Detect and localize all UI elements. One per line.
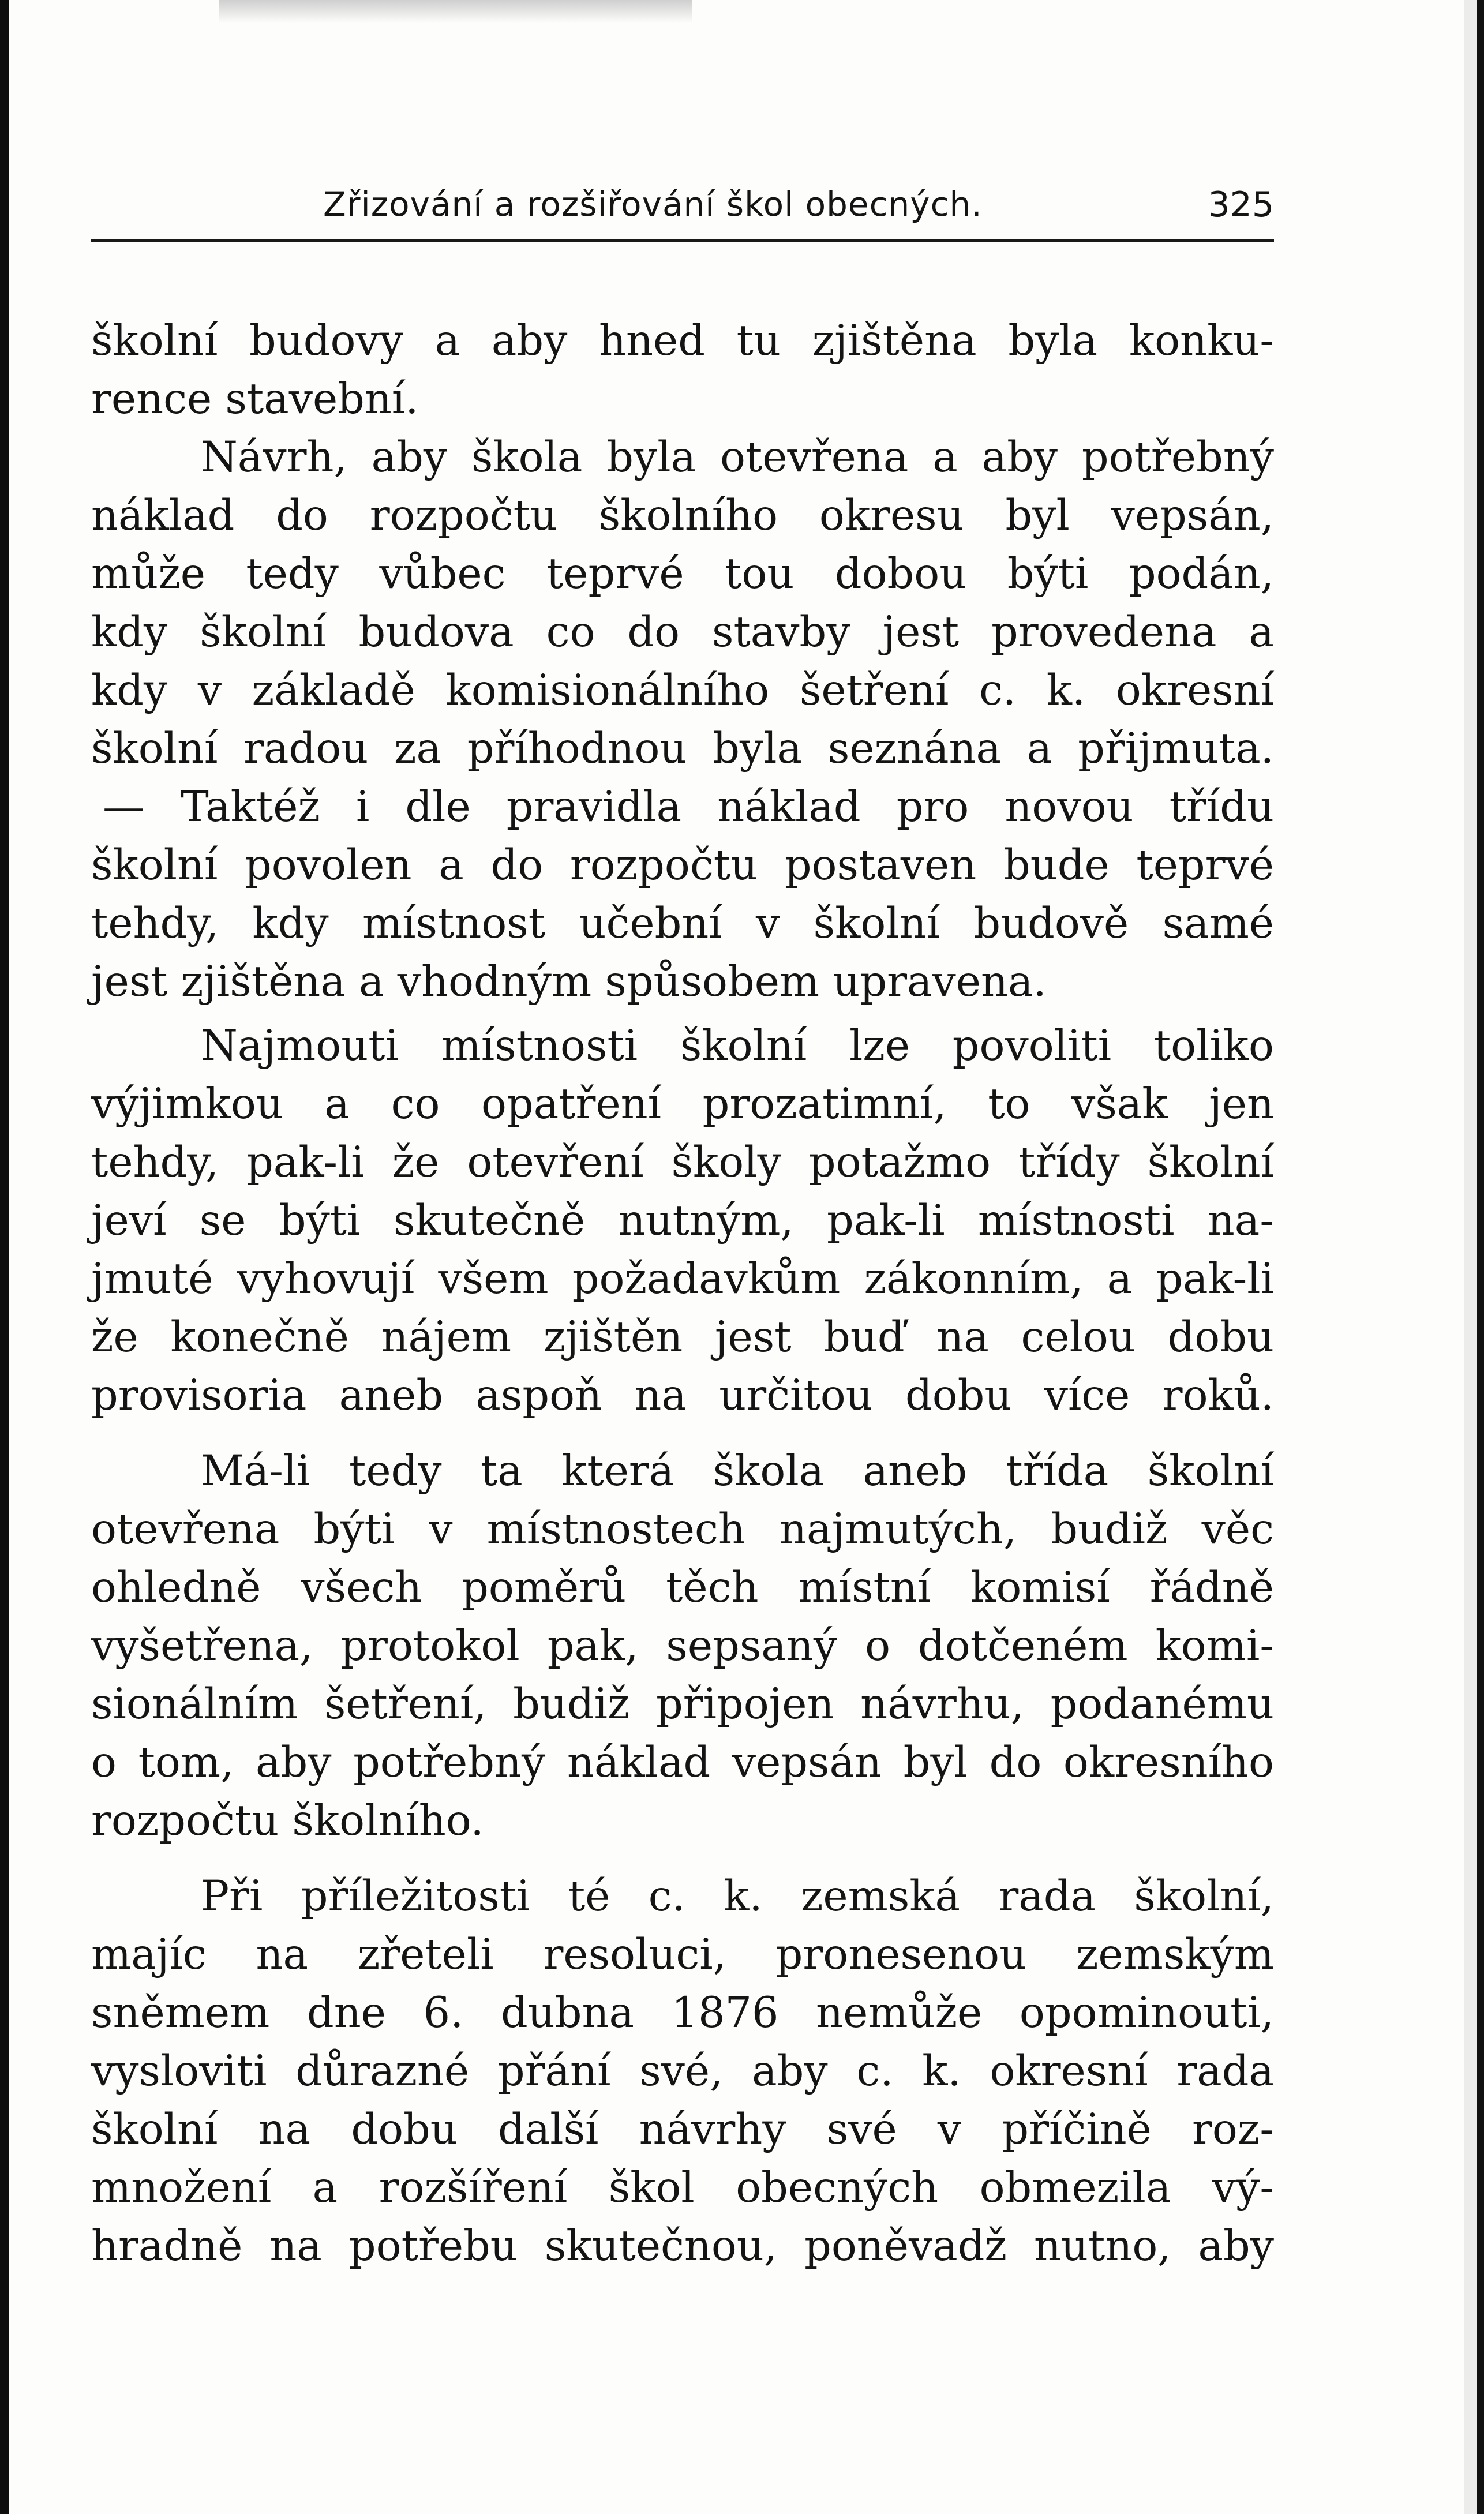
text-line: množení a rozšíření škol obecných obmezila vý- xyxy=(91,2163,1274,2212)
scan-top-smudge xyxy=(219,0,692,23)
text-line: ohledně všech poměrů těch místní komisí řádně xyxy=(91,1563,1274,1612)
text-line: vysloviti důrazné přání své, aby c. k. okresní rada xyxy=(91,2047,1274,2096)
text-line: jmuté vyhovují všem požadavkům zákonním, a pak-li xyxy=(91,1254,1274,1303)
text-line: sionálním šetření, budiž připojen návrhu, podanému xyxy=(91,1680,1274,1729)
paragraph-2 xyxy=(91,428,1274,1011)
text-line: Má-li tedy ta která škola aneb třída školní xyxy=(201,1447,1274,1496)
text-line: že konečně nájem zjištěn jest buď na celou dobu xyxy=(91,1313,1274,1362)
text-line: sněmem dne 6. dubna 1876 nemůže opominouti, xyxy=(91,1988,1274,2037)
text-line: může tedy vůbec teprvé tou dobou býti podán, xyxy=(91,549,1274,598)
text-line: hradně na potřebu skutečnou, poněvadž nutno, aby xyxy=(91,2221,1274,2271)
text-line: jeví se býti skutečně nutným, pak-li místnosti na- xyxy=(91,1196,1274,1245)
scan-right-edge xyxy=(1477,0,1484,2514)
text-line: rence stavební. xyxy=(91,374,419,424)
header-rule xyxy=(91,239,1274,242)
page-header xyxy=(91,173,1274,231)
text-line: školní povolen a do rozpočtu postaven bude teprvé xyxy=(91,841,1274,890)
text-line: Návrh, aby škola byla otevřena a aby potřebný xyxy=(201,433,1274,482)
page-body xyxy=(91,312,1274,2275)
paragraph-5 xyxy=(91,1867,1274,2275)
text-line: jest zjištěna a vhodným spůsobem upravena. xyxy=(91,957,1047,1006)
text-line: otevřena býti v místnostech najmutých, budiž věc xyxy=(91,1505,1274,1554)
scan-left-edge xyxy=(0,0,9,2514)
text-line: tehdy, pak-li že otevření školy potažmo třídy školní xyxy=(91,1138,1274,1187)
text-line: vyšetřena, protokol pak, sepsaný o dotčeném komi- xyxy=(91,1621,1274,1670)
text-line: kdy v základě komisionálního šetření c. k. okresní xyxy=(91,666,1274,715)
text-line: kdy školní budova co do stavby jest provedena a xyxy=(91,608,1274,657)
text-line: majíc na zřeteli resoluci, pronesenou zemským xyxy=(91,1930,1274,1979)
text-line: školní na dobu další návrhy své v příčině roz- xyxy=(91,2105,1274,2154)
text-line: školní radou za příhodnou byla seznána a přijmuta. xyxy=(91,724,1274,773)
text-line: — Taktéž i dle pravidla náklad pro novou třídu xyxy=(103,782,1274,831)
text-line: rozpočtu školního. xyxy=(91,1796,484,1845)
paragraph-1 xyxy=(91,312,1274,428)
page-number: 325 xyxy=(1208,185,1274,225)
text-line: tehdy, kdy místnost učební v školní budově samé xyxy=(91,899,1274,948)
text-line: náklad do rozpočtu školního okresu byl vepsán, xyxy=(91,491,1274,540)
paragraph-4 xyxy=(91,1442,1274,1850)
text-line: o tom, aby potřebný náklad vepsán byl do okresního xyxy=(91,1738,1274,1787)
running-title: Zřizování a rozšiřování škol obecných. xyxy=(323,185,983,224)
text-line: Při příležitosti té c. k. zemská rada školní, xyxy=(201,1872,1274,1921)
text-line: školní budovy a aby hned tu zjištěna byla konku- xyxy=(91,316,1274,365)
text-line: výjimkou a co opatření prozatimní, to však jen xyxy=(91,1080,1274,1129)
text-line: provisoria aneb aspoň na určitou dobu více roků. xyxy=(91,1371,1274,1420)
paragraph-3 xyxy=(91,1017,1274,1425)
scan-right-shadow xyxy=(1464,0,1477,2514)
text-line: Najmouti místnosti školní lze povoliti toliko xyxy=(201,1021,1274,1070)
